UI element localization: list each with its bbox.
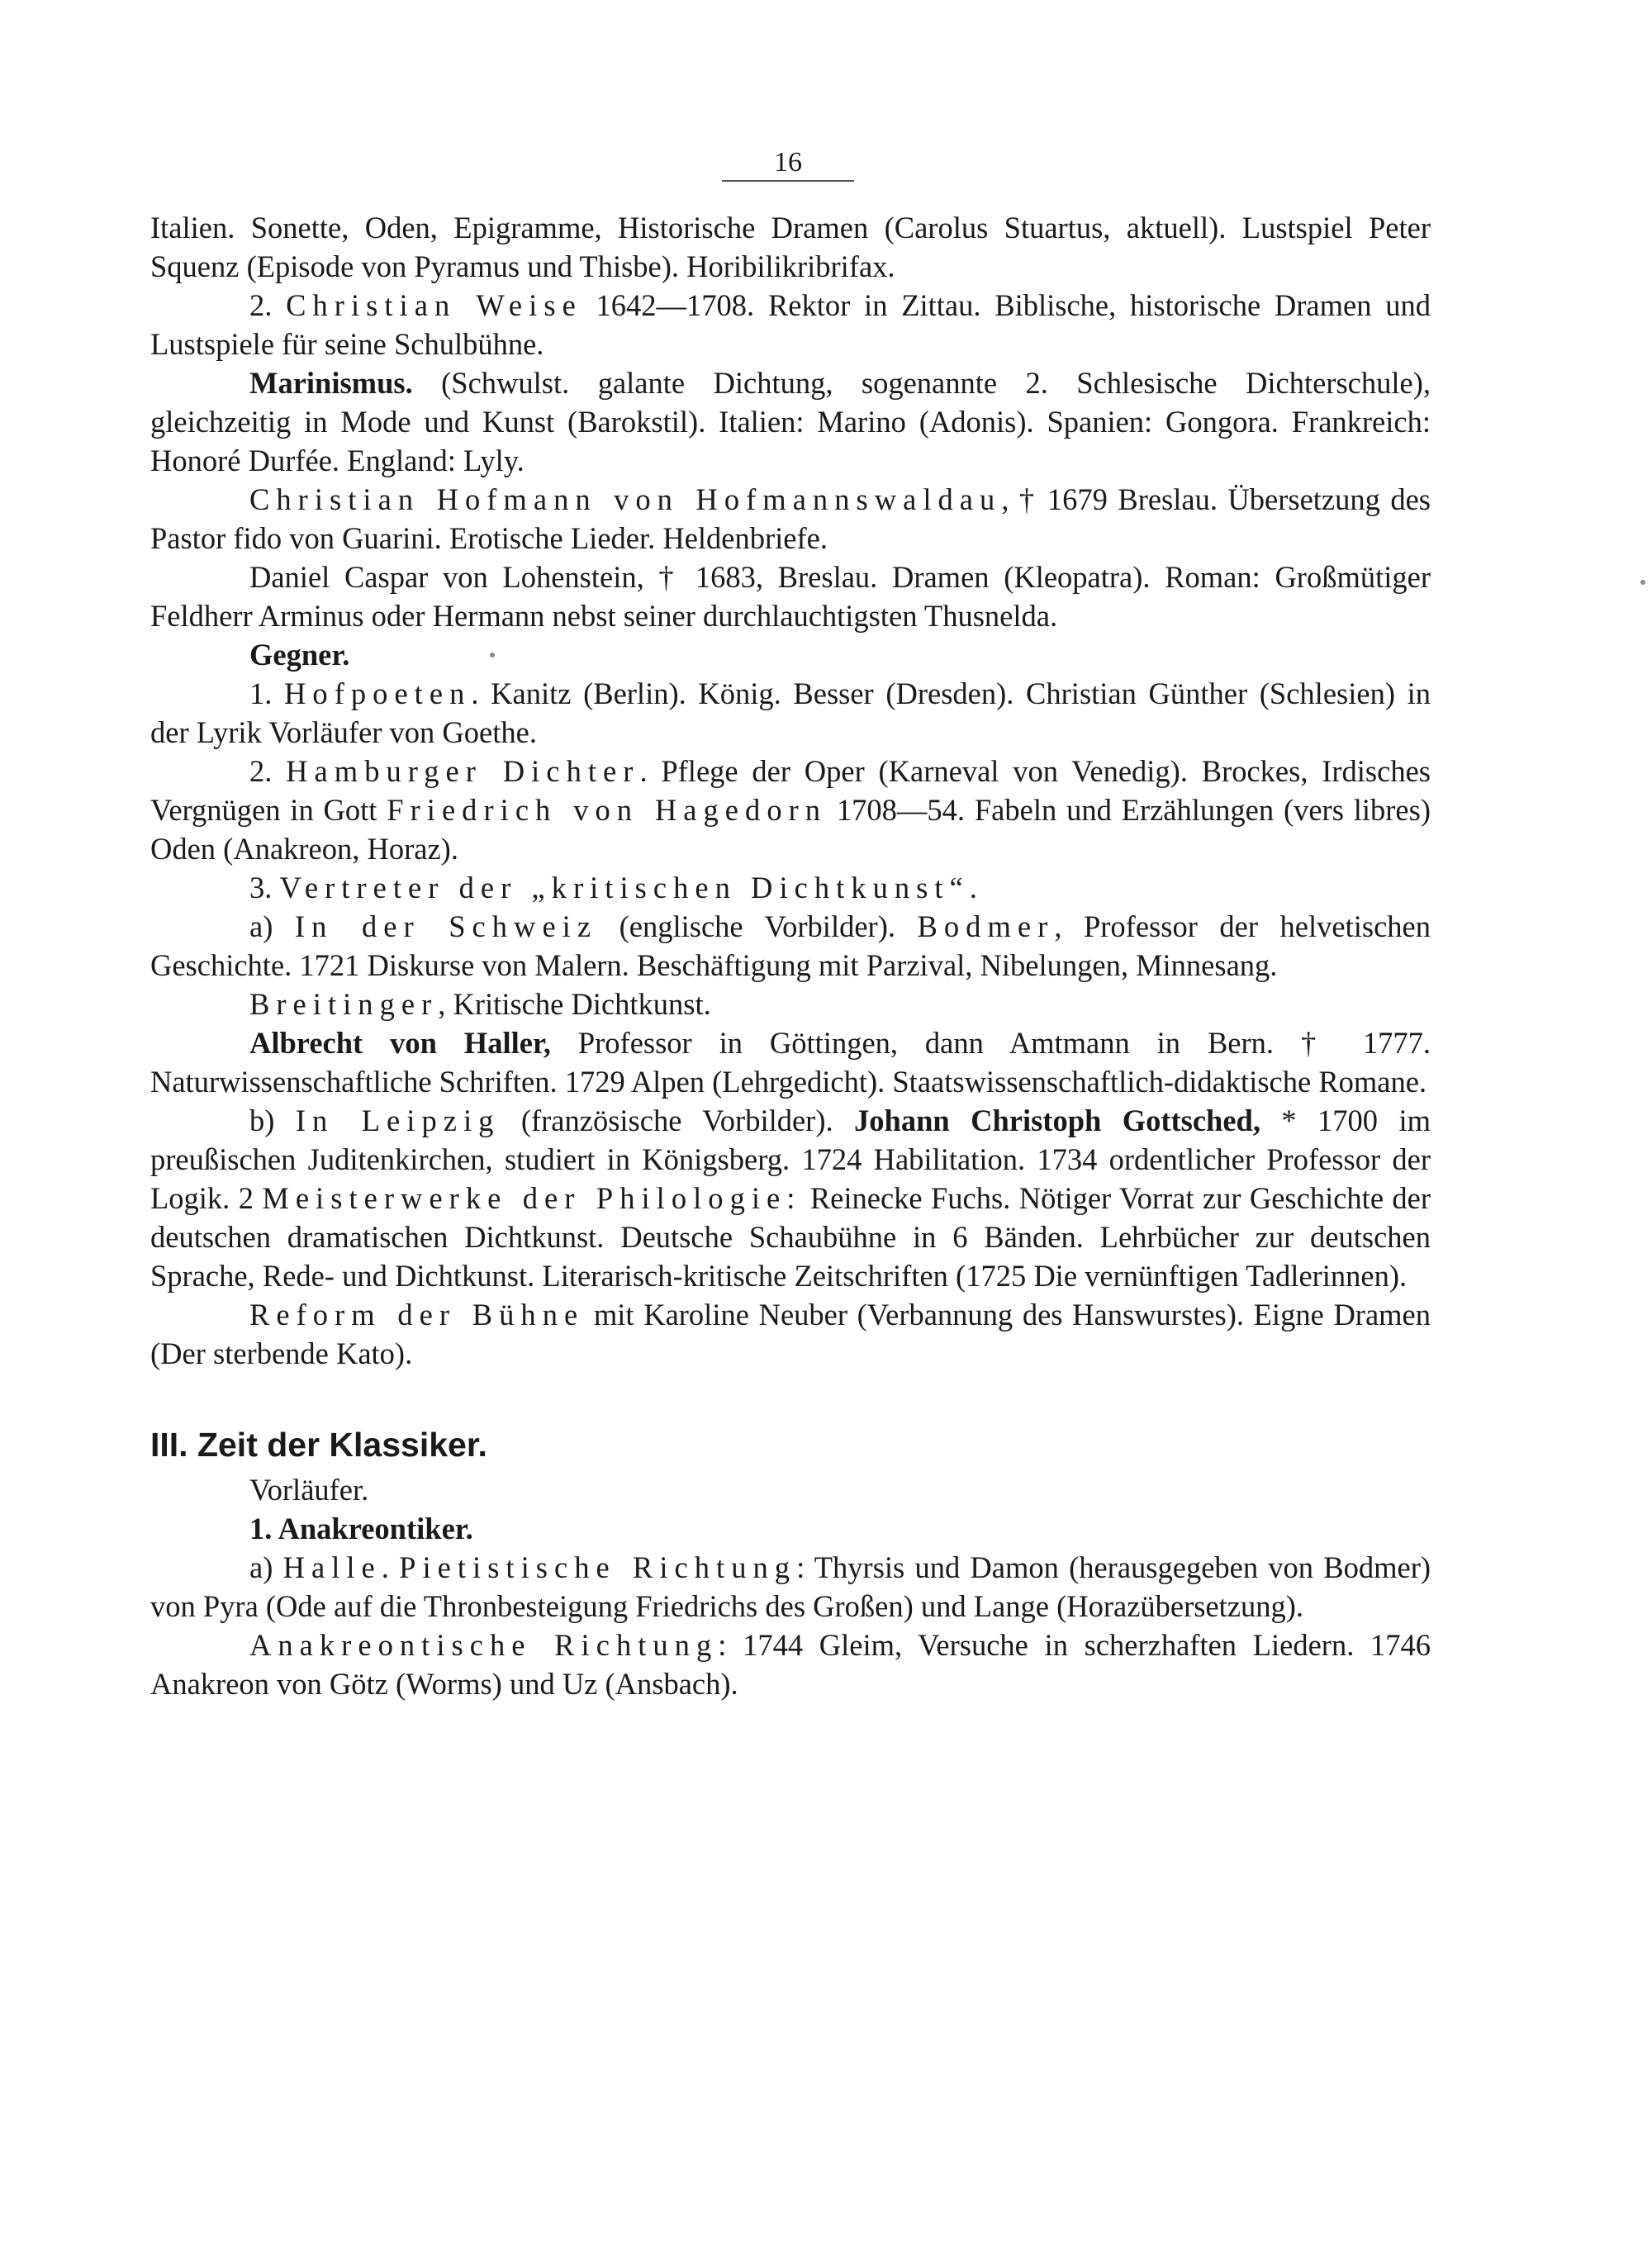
bold-term: Gegner. xyxy=(249,638,350,672)
spaced-term: Hamburger Dichter xyxy=(286,754,640,788)
body-text xyxy=(150,208,1431,1703)
paragraph-kritische-dichtkunst: 3. Vertreter der „kritischen Dichtkunst“. xyxy=(249,871,977,904)
bold-term: Marinismus. xyxy=(249,366,413,400)
paragraph-marinismus: Marinismus. (Schwulst. galante Dichtung, sogenannte 2. Schlesische Dichterschule), gleichzeitig in Mode und Kunst (Barokstil). Italien: Marino (Adonis). Spanien: Gongora. Frankreich: Honoré Durfée. England: Lyly. xyxy=(150,366,1431,477)
section-heading: III. Zeit der Klassiker. xyxy=(150,1426,487,1464)
spaced-name: Bodmer xyxy=(917,909,1055,943)
spaced-name: Friedrich von Hagedorn xyxy=(387,793,828,827)
scan-speck xyxy=(490,653,495,657)
paragraph-haller: Albrecht von Haller, Professor in Göttingen, dann Amtmann in Bern. † 1777. Naturwissenschaftliche Schriften. 1729 Alpen (Lehrgedicht). Staatswissenschaftlich-didaktische Romane. xyxy=(150,1026,1431,1099)
spaced-term: Anakreontische Richtung xyxy=(249,1628,719,1662)
spaced-term: Hofpoeten xyxy=(284,676,472,710)
page-number-rule xyxy=(722,180,854,182)
spaced-term: Halle xyxy=(282,1550,382,1584)
spaced-name: Breitinger xyxy=(249,987,439,1021)
paragraph-lohenstein: Daniel Caspar von Lohenstein, † 1683, Breslau. Dramen (Kleopatra). Roman: Großmütiger Feldherr Arminus oder Hermann nebst seiner durchlauchtigsten Thusnelda. xyxy=(150,560,1431,633)
paragraph-anakreontische-richtung: Anakreontische Richtung: 1744 Gleim, Versuche in scherzhaften Liedern. 1746 Anakreon von Götz (Worms) und Uz (Ansbach). xyxy=(150,1628,1431,1701)
paragraph-hofmannswaldau: Christian Hofmann von Hofmannswaldau, † 1679 Breslau. Übersetzung des Pastor fido von Guarini. Erotische Lieder. Heldenbriefe. xyxy=(150,482,1431,555)
margin-speck xyxy=(1640,580,1645,585)
paragraph-italien: Italien. Sonette, Oden, Epigramme, Historische Dramen (Carolus Stuartus, aktuell). Lustspiel Peter Squenz (Episode von Pyramus und Thisbe). Horibilikribrifax. xyxy=(150,211,1431,283)
paragraph-weise: 2. Christian Weise 1642—1708. Rektor in Zittau. Biblische, historische Dramen und Lustspiele für seine Schulbühne. xyxy=(150,288,1431,361)
spaced-term: Vertreter der „kritischen Dichtkunst“ xyxy=(279,871,970,904)
spaced-term: Pietistische Richtung xyxy=(399,1550,797,1584)
paragraph-hamburger-dichter: 2. Hamburger Dichter. Pflege der Oper (Karneval von Venedig). Brockes, Irdisches Vergnügen in Gott Friedrich von Hagedorn 1708—54. Fabeln und Erzählungen (vers libres) Oden (Anakreon, Horaz). xyxy=(150,754,1431,866)
paragraph-breitinger: Breitinger, Kritische Dichtkunst. xyxy=(249,987,711,1021)
spaced-term: Reform der Bühne xyxy=(249,1298,585,1331)
paragraph-reform: Reform der Bühne mit Karoline Neuber (Verbannung des Hanswurstes). Eigne Dramen (Der sterbende Kato). xyxy=(150,1298,1431,1370)
bold-name: Albrecht von Haller, xyxy=(249,1026,551,1060)
paragraph-gegner xyxy=(150,635,1431,674)
spaced-term: In der Schweiz xyxy=(294,909,598,943)
spaced-term: Meisterwerke der Philologie: xyxy=(262,1181,802,1215)
page-number: 16 xyxy=(774,147,802,178)
paragraph-hofpoeten: 1. Hofpoeten. Kanitz (Berlin). König. Besser (Dresden). Christian Günther (Schlesien) in der Lyrik Vorläufer von Goethe. xyxy=(150,676,1431,749)
paragraph-schweiz: a) In der Schweiz (englische Vorbilder). Bodmer, Professor der helvetischen Geschichte. 1721 Diskurse von Malern. Beschäftigung mit Parzival, Nibelungen, Minnesang. xyxy=(150,909,1431,982)
bold-name: Johann Christoph Gottsched, xyxy=(854,1104,1260,1137)
spaced-name: Christian Weise xyxy=(286,288,582,322)
paragraph-halle: a) Halle. Pietistische Richtung: Thyrsis und Damon (herausgegeben von Bodmer) von Pyra (Ode auf die Thronbesteigung Friedrichs des Großen) und Lange (Horazübersetzung). xyxy=(150,1550,1431,1623)
paragraph-vorlaeufer: Vorläufer. xyxy=(249,1473,369,1507)
spaced-term: In Leipzig xyxy=(295,1104,501,1137)
paragraph-anakreontiker: 1. Anakreontiker. xyxy=(249,1512,473,1545)
spaced-name: Christian Hofmann von Hofmannswaldau xyxy=(249,482,1002,516)
paragraph-leipzig: b) In Leipzig (französische Vorbilder). Johann Christoph Gottsched, * 1700 im preußischen Juditenkirchen, studiert in Königsberg. 1724 Habilitation. 1734 ordentlicher Professor der Logik. 2 Meisterwerke der Philologie: Reinecke Fuchs. Nötiger Vorrat zur Geschichte der deutschen dramatischen Dichtkunst. Deutsche Schaubühne in 6 Bänden. Lehrbücher zur deutschen Sprache, Rede- und Dichtkunst. Literarisch-kritische Zeitschriften (1725 Die vernünftigen Tadlerinnen). xyxy=(150,1104,1431,1293)
